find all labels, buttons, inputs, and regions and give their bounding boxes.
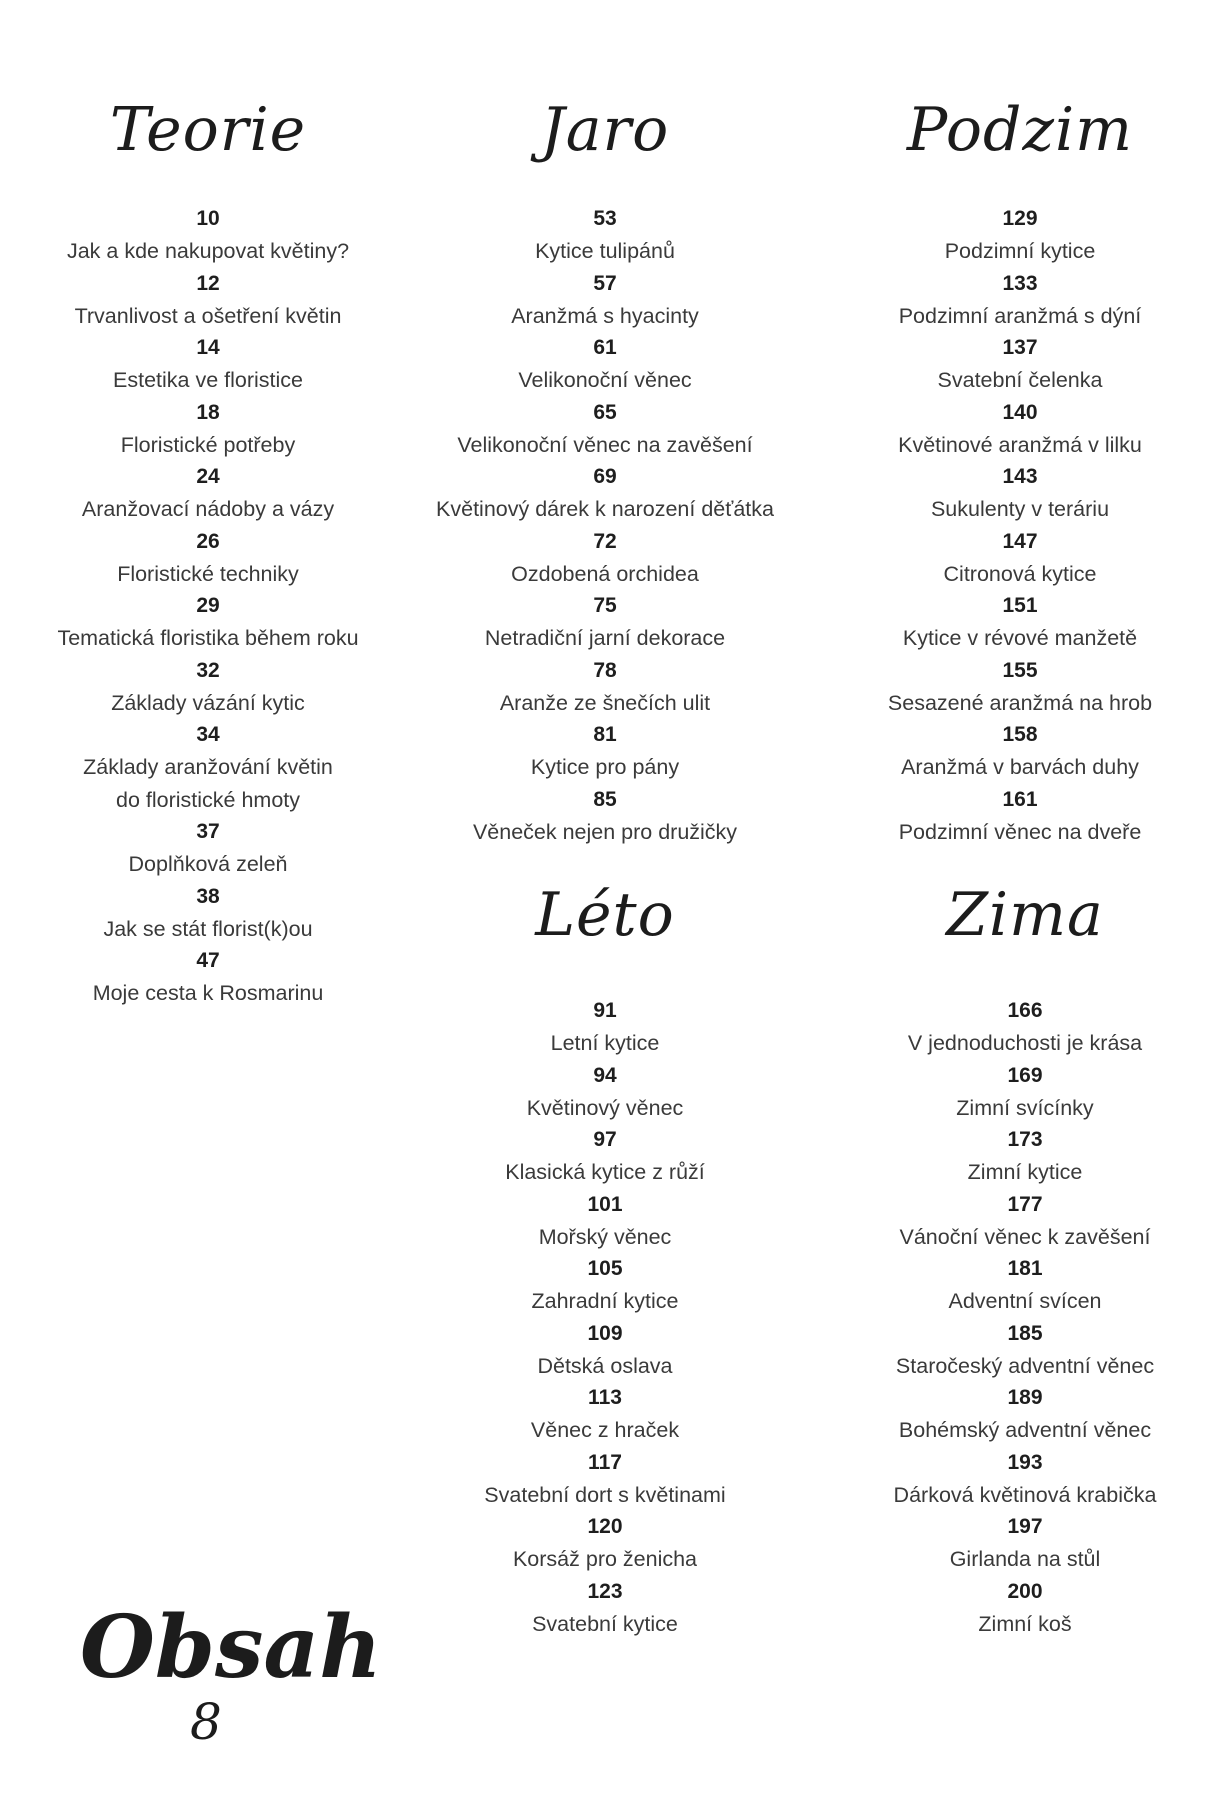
contents-heading-block (80, 1597, 382, 1751)
toc-entry[interactable] (870, 203, 1170, 268)
entry-page-number: 91 (593, 999, 617, 1022)
entry-page-number: 197 (1007, 1515, 1043, 1538)
entry-title: Zimní kytice (967, 1160, 1083, 1184)
toc-entry[interactable] (48, 332, 368, 397)
entry-title: Staročeský adventní věnec (895, 1353, 1155, 1378)
entry-page-number: 113 (588, 1386, 622, 1409)
entry-title: Doplňková zeleň (128, 852, 288, 876)
entry-title: Podzimní aranžmá s dýní (898, 303, 1142, 328)
entry-title: Klasická kytice z růží (505, 1160, 705, 1184)
toc-entry[interactable] (440, 1447, 770, 1512)
toc-entry[interactable] (48, 945, 368, 1010)
toc-entry[interactable] (430, 397, 780, 462)
toc-entry[interactable] (880, 1511, 1170, 1576)
toc-entry[interactable] (880, 1576, 1170, 1641)
toc-entry[interactable] (880, 1382, 1170, 1447)
entry-page-number: 185 (1007, 1321, 1043, 1345)
entry-page-number: 34 (196, 723, 220, 746)
toc-entry[interactable] (880, 1253, 1170, 1318)
entry-page-number: 12 (196, 271, 220, 295)
entry-title: V jednoduchosti je krása (907, 1031, 1143, 1055)
entry-title: Bohémský adventní věnec (898, 1418, 1152, 1442)
toc-entry[interactable] (430, 268, 780, 333)
toc-entry[interactable] (440, 1511, 770, 1576)
entry-title: Floristické techniky (117, 561, 299, 586)
toc-entry[interactable] (48, 203, 368, 268)
toc-entry[interactable] (880, 1060, 1170, 1125)
entry-title: Vánoční věnec k zavěšení (899, 1224, 1151, 1249)
entry-page-number: 143 (1002, 465, 1038, 488)
entry-page-number: 137 (1002, 336, 1038, 359)
toc-entry[interactable] (870, 268, 1170, 333)
toc-entry[interactable] (440, 1576, 770, 1641)
toc-entry[interactable] (440, 1124, 770, 1189)
entry-page-number: 161 (1002, 787, 1038, 811)
entry-title: Kytice pro pány (530, 755, 680, 779)
toc-entry[interactable] (870, 655, 1170, 720)
toc-entry[interactable] (430, 332, 780, 397)
entry-page-number: 117 (588, 1450, 622, 1474)
entry-title: Tematická floristika během roku (57, 626, 359, 650)
toc-entry[interactable] (430, 590, 780, 655)
entry-title: Netradiční jarní dekorace (484, 626, 726, 650)
entry-page-number: 72 (593, 529, 617, 553)
entry-page-number: 166 (1007, 999, 1043, 1022)
toc-entry[interactable] (880, 1447, 1170, 1512)
entry-page-number: 24 (196, 465, 220, 488)
entry-list (48, 203, 368, 1010)
entry-page-number: 147 (1002, 529, 1038, 553)
contents-title: Obsah (80, 1597, 382, 1698)
entry-title: Podzimní věnec na dveře (898, 819, 1142, 844)
toc-entry[interactable] (870, 332, 1170, 397)
entry-page-number: 69 (593, 465, 617, 488)
section-teorie (48, 95, 368, 1010)
entry-page-number: 65 (593, 400, 617, 424)
entry-title: Mořský věnec (538, 1224, 672, 1249)
entry-page-number: 29 (196, 594, 220, 617)
toc-entry[interactable] (440, 1318, 770, 1383)
toc-entry[interactable] (430, 784, 780, 849)
entry-page-number: 94 (593, 1063, 617, 1087)
entry-title: Ozdobená orchidea (511, 561, 699, 586)
entry-title: Květinové aranžmá v lilku (898, 432, 1142, 457)
entry-page-number: 105 (587, 1257, 623, 1280)
section-title: Teorie (109, 95, 307, 165)
entry-title: Citronová kytice (943, 561, 1097, 586)
entry-page-number: 133 (1002, 271, 1038, 295)
entry-list (880, 995, 1170, 1640)
toc-entry[interactable] (870, 590, 1170, 655)
entry-page-number: 177 (1007, 1192, 1043, 1216)
toc-entry[interactable] (430, 203, 780, 268)
entry-title: Svatební dort s květinami (484, 1482, 726, 1507)
entry-list (440, 995, 770, 1640)
toc-entry[interactable] (880, 1318, 1170, 1383)
entry-page-number: 75 (593, 594, 617, 617)
entry-title: Moje cesta k Rosmarinu (92, 981, 324, 1005)
toc-entry[interactable] (48, 881, 368, 946)
section-title: Podzim (906, 95, 1134, 165)
entry-page-number: 32 (196, 658, 220, 682)
section-title: Jaro (540, 95, 670, 165)
entry-title: Svatební čelenka (937, 368, 1103, 392)
toc-entry[interactable] (48, 816, 368, 881)
entry-page-number: 155 (1002, 658, 1038, 682)
section-title: Zima (946, 880, 1104, 950)
section-title: Léto (535, 880, 675, 950)
entry-title: Letní kytice (550, 1031, 660, 1055)
entry-page-number: 10 (196, 207, 220, 230)
toc-entry[interactable] (430, 655, 780, 720)
entry-page-number: 181 (1007, 1257, 1043, 1280)
entry-title: Aranžmá s hyacinty (511, 303, 699, 328)
entry-title: Dětská oslava (537, 1353, 673, 1378)
entry-title: Květinový věnec (526, 1095, 684, 1120)
contents-page-number: 8 (190, 1693, 222, 1751)
toc-entry[interactable] (48, 590, 368, 655)
entry-title: Sukulenty v teráriu (930, 497, 1110, 521)
toc-entry[interactable] (440, 1382, 770, 1447)
entry-page-number: 140 (1002, 400, 1038, 424)
toc-entry[interactable] (48, 461, 368, 526)
entry-list (870, 203, 1170, 848)
entry-page-number: 189 (1007, 1386, 1043, 1409)
toc-entry[interactable] (48, 397, 368, 462)
entry-title: Sesazené aranžmá na hrob (887, 690, 1153, 715)
entry-title: Korsáž pro ženicha (512, 1547, 698, 1571)
entry-title: Jak se stát florist(k)ou (103, 916, 313, 941)
toc-entry[interactable] (870, 526, 1170, 591)
entry-title: Kytice v révové manžetě (902, 626, 1138, 650)
entry-page-number: 85 (593, 787, 617, 811)
entry-page-number: 26 (196, 529, 220, 553)
toc-entry[interactable] (870, 397, 1170, 462)
entry-title: Kytice tulipánů (535, 239, 675, 263)
entry-title: Podzimní kytice (944, 239, 1096, 263)
entry-list (430, 203, 780, 848)
entry-page-number: 193 (1007, 1450, 1043, 1474)
entry-page-number: 129 (1002, 207, 1038, 230)
entry-title: Aranže ze šnečích ulit (499, 690, 711, 715)
entry-title: Věneček nejen pro družičky (472, 819, 738, 844)
entry-title: Základy vázání kytic (111, 690, 305, 715)
entry-title: Girlanda na stůl (949, 1547, 1101, 1571)
entry-title: Základy aranžování květin do floristické hmoty (83, 755, 333, 812)
toc-entry[interactable] (870, 719, 1170, 784)
toc-entry[interactable] (430, 461, 780, 526)
toc-entry[interactable] (880, 1189, 1170, 1254)
toc-entry[interactable] (880, 1124, 1170, 1189)
toc-entry[interactable] (48, 719, 368, 816)
section-podzim (870, 95, 1170, 848)
entry-title: Svatební kytice (532, 1611, 678, 1636)
entry-page-number: 158 (1002, 723, 1038, 746)
toc-entry[interactable] (870, 784, 1170, 849)
entry-page-number: 37 (196, 820, 220, 843)
entry-title: Velikonoční věnec na zavěšení (457, 432, 753, 457)
entry-page-number: 109 (587, 1321, 623, 1345)
entry-title: Aranžovací nádoby a vázy (81, 497, 335, 521)
entry-page-number: 151 (1002, 594, 1038, 617)
entry-title: Věnec z hraček (530, 1418, 680, 1442)
toc-entry[interactable] (48, 526, 368, 591)
entry-title: Adventní svícen (948, 1289, 1102, 1313)
entry-page-number: 47 (196, 949, 220, 972)
toc-entry[interactable] (440, 1189, 770, 1254)
entry-page-number: 18 (196, 400, 220, 424)
entry-page-number: 14 (196, 336, 220, 359)
toc-entry[interactable] (440, 1060, 770, 1125)
entry-title: Velikonoční věnec (518, 368, 692, 392)
entry-title: Zahradní kytice (531, 1289, 679, 1313)
toc-entry[interactable] (870, 461, 1170, 526)
toc-entry[interactable] (430, 526, 780, 591)
entry-title: Trvanlivost a ošetření květin (74, 303, 342, 328)
entry-page-number: 61 (593, 336, 617, 359)
section-zima (880, 880, 1170, 1640)
section-jaro (430, 95, 780, 848)
entry-title: Zimní koš (978, 1611, 1072, 1636)
toc-entry[interactable] (880, 995, 1170, 1060)
entry-page-number: 169 (1007, 1063, 1043, 1087)
toc-entry[interactable] (430, 719, 780, 784)
entry-page-number: 200 (1007, 1579, 1043, 1603)
entry-page-number: 120 (587, 1515, 623, 1538)
entry-title: Zimní svícínky (956, 1095, 1094, 1120)
entry-title: Estetika ve floristice (113, 368, 303, 392)
entry-page-number: 38 (196, 884, 220, 908)
toc-entry[interactable] (440, 1253, 770, 1318)
entry-page-number: 173 (1007, 1128, 1043, 1151)
toc-entry[interactable] (48, 268, 368, 333)
entry-title: Aranžmá v barvách duhy (901, 755, 1139, 779)
entry-page-number: 57 (593, 271, 617, 295)
entry-page-number: 97 (593, 1128, 617, 1151)
entry-page-number: 78 (593, 658, 617, 682)
entry-page-number: 123 (587, 1579, 623, 1603)
entry-title: Jak a kde nakupovat květiny? (66, 239, 350, 263)
entry-title: Floristické potřeby (120, 432, 296, 457)
entry-page-number: 81 (593, 723, 617, 746)
toc-entry[interactable] (440, 995, 770, 1060)
section-leto (440, 880, 770, 1640)
entry-page-number: 53 (593, 207, 617, 230)
entry-page-number: 101 (587, 1192, 623, 1216)
toc-entry[interactable] (48, 655, 368, 720)
entry-title: Květinový dárek k narození děťátka (436, 497, 774, 521)
entry-title: Dárková květinová krabička (893, 1482, 1157, 1507)
